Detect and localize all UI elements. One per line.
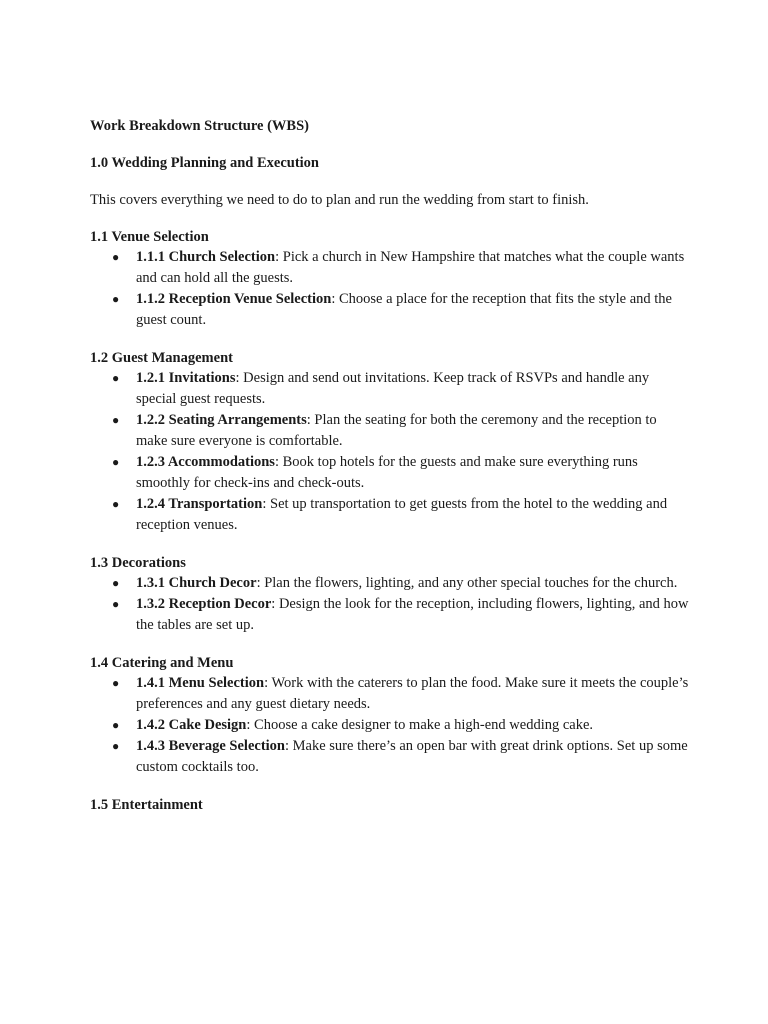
bullet-icon: ● xyxy=(112,497,120,511)
list-item xyxy=(90,594,690,636)
list-item xyxy=(90,573,690,594)
item-list xyxy=(90,573,690,636)
bullet-icon: ● xyxy=(112,455,120,469)
bullet-icon: ● xyxy=(112,676,120,690)
item-term: 1.1.1 Church Selection xyxy=(136,249,276,265)
item-list xyxy=(90,247,690,331)
item-text: : Set up transportation to get guests from the hotel to the wedding and reception venues. xyxy=(136,496,668,533)
list-item xyxy=(90,289,690,331)
item-term: 1.3.1 Church Decor xyxy=(136,575,257,591)
item-term: 1.2.4 Transportation xyxy=(136,496,263,512)
item-term: 1.1.2 Reception Venue Selection xyxy=(136,291,332,307)
bullet-icon: ● xyxy=(112,292,120,306)
item-text: : Choose a place for the reception that fits the style and the guest count. xyxy=(136,291,672,328)
item-text: : Plan the seating for both the ceremony and the reception to make sure everyone is comfortable. xyxy=(136,412,657,449)
item-list xyxy=(90,368,690,536)
list-item xyxy=(90,368,690,410)
section-heading: 1.0 Wedding Planning and Execution xyxy=(90,155,319,171)
bullet-icon: ● xyxy=(112,576,120,590)
section-intro: This covers everything we need to do to plan and run the wedding from start to finish. xyxy=(90,192,589,208)
item-term: 1.4.3 Beverage Selection xyxy=(136,738,285,754)
document-page xyxy=(90,116,690,815)
list-item xyxy=(90,452,690,494)
item-term: 1.4.2 Cake Design xyxy=(136,717,247,733)
item-text: : Design and send out invitations. Keep track of RSVPs and handle any special guest requests. xyxy=(136,370,650,407)
item-term: 1.2.3 Accommodations xyxy=(136,454,275,470)
item-text: : Plan the flowers, lighting, and any other special touches for the church. xyxy=(256,575,678,591)
bullet-icon: ● xyxy=(112,371,120,385)
item-term: 1.4.1 Menu Selection xyxy=(136,675,265,691)
list-item xyxy=(90,247,690,289)
subsection-heading: 1.5 Entertainment xyxy=(90,797,203,813)
item-text: : Make sure there’s an open bar with great drink options. Set up some custom cocktails too. xyxy=(136,738,688,775)
item-text: : Pick a church in New Hampshire that matches what the couple wants and can hold all the guests. xyxy=(136,249,685,286)
bullet-icon: ● xyxy=(112,597,120,611)
item-text: : Book top hotels for the guests and make sure everything runs smoothly for check-ins and check-outs. xyxy=(136,454,638,491)
item-list xyxy=(90,673,690,778)
list-item xyxy=(90,410,690,452)
subsection-heading: 1.1 Venue Selection xyxy=(90,229,209,245)
item-text: : Choose a cake designer to make a high-end wedding cake. xyxy=(246,717,594,733)
list-item xyxy=(90,673,690,715)
bullet-icon: ● xyxy=(112,739,120,753)
bullet-icon: ● xyxy=(112,250,120,264)
list-item xyxy=(90,715,690,736)
bullet-icon: ● xyxy=(112,413,120,427)
subsection-heading: 1.2 Guest Management xyxy=(90,350,233,366)
bullet-icon: ● xyxy=(112,718,120,732)
item-term: 1.2.1 Invitations xyxy=(136,370,236,386)
document-title: Work Breakdown Structure (WBS) xyxy=(90,118,309,134)
item-text: : Design the look for the reception, including flowers, lighting, and how the tables are set up. xyxy=(136,596,689,633)
list-item xyxy=(90,494,690,536)
item-term: 1.3.2 Reception Decor xyxy=(136,596,272,612)
item-text: : Work with the caterers to plan the food. Make sure it meets the couple’s preferences and any guest dietary needs. xyxy=(136,675,689,712)
subsection-heading: 1.4 Catering and Menu xyxy=(90,655,234,671)
item-term: 1.2.2 Seating Arrangements xyxy=(136,412,307,428)
list-item xyxy=(90,736,690,778)
subsection-heading: 1.3 Decorations xyxy=(90,555,186,571)
